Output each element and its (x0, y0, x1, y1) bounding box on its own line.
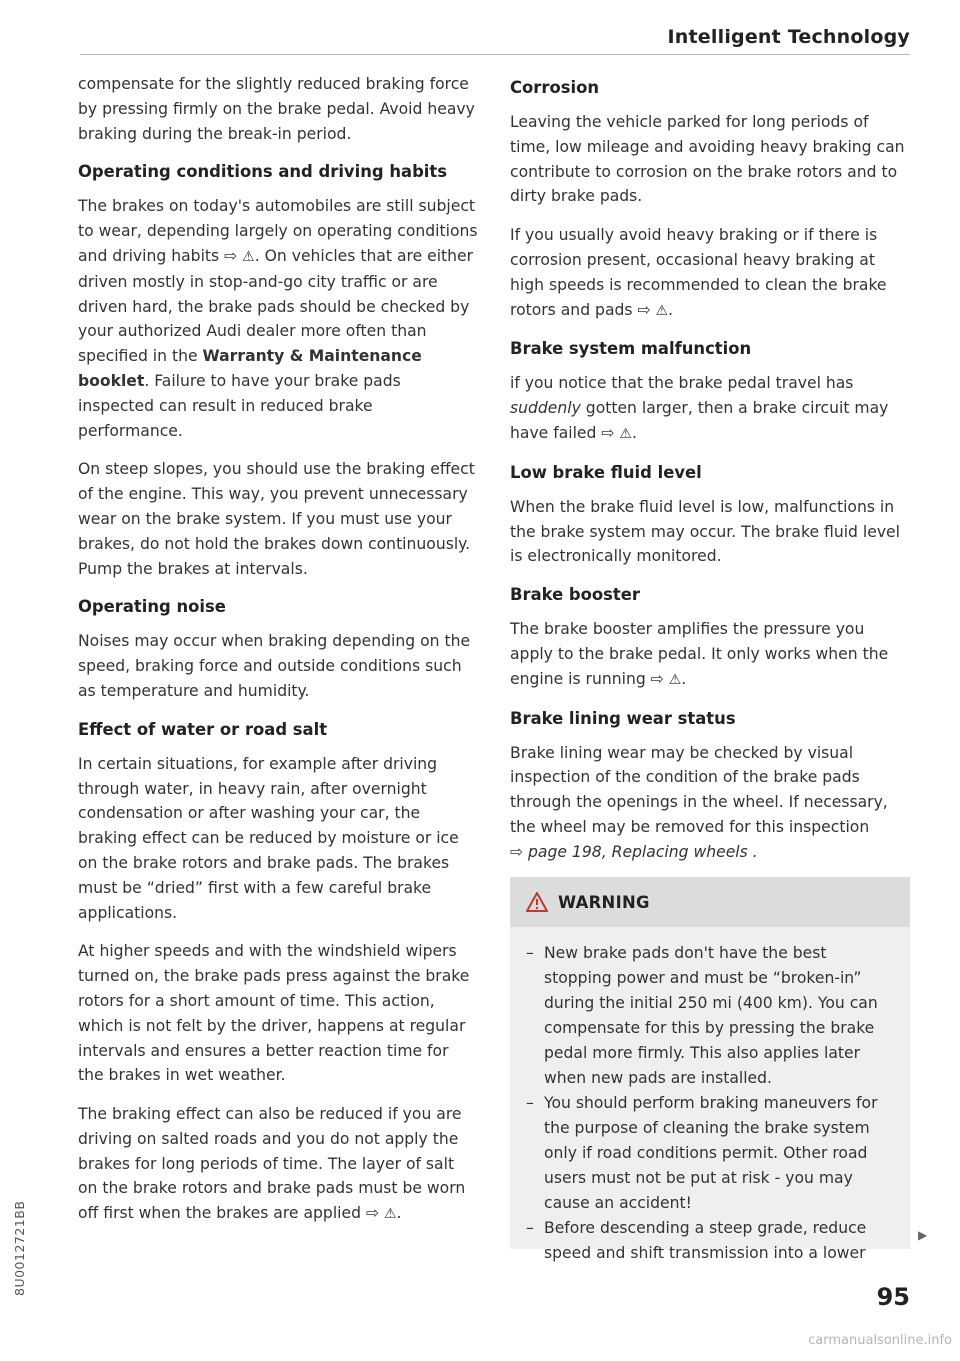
paragraph: When the brake fluid level is low, malfunctions in the brake system may occur. The brake fluid level is electronically monitored. (510, 497, 900, 566)
paragraph (78, 1102, 478, 1227)
paragraph (510, 741, 910, 865)
paragraph: On steep slopes, you should use the braking effect of the engine. This way, you prevent unnecessary wear on the brake system. If you must use your brakes, do not hold the brakes down continuously. Pump the brakes at intervals. (78, 460, 475, 578)
paragraph (510, 371, 910, 446)
paragraph: Noises may occur when braking depending on the speed, braking force and outside conditions such as temperature and humidity. (78, 632, 471, 700)
warning-item: – You should perform braking maneuvers for the purpose of cleaning the brake system only if road conditions permit. Other road users must not be put at risk - you may cause an accident! (526, 1091, 888, 1216)
header-divider (80, 54, 910, 55)
warranty-booklet-reference: Warranty & Maintenance booklet (78, 347, 422, 390)
right-column (510, 72, 910, 879)
text-run: . (396, 1204, 402, 1223)
warning-list (510, 927, 910, 1266)
section-heading-operating-conditions: Operating conditions and driving habits (78, 162, 448, 182)
page-number: 95 (876, 1283, 910, 1311)
warning-triangle-icon[interactable]: ⚠ (619, 425, 632, 442)
paragraph (510, 223, 910, 323)
continue-arrow-icon: ▶ (918, 1228, 928, 1242)
text-run: . On vehicles that are either driven mostly in stop-and-go city traffic or are driven hard, the brake pads should be checked by your authorized Audi dealer more often than specified in the (78, 246, 474, 366)
paragraph (510, 617, 910, 692)
warning-box (510, 877, 910, 1262)
warning-triangle-icon[interactable]: ⚠ (655, 302, 669, 319)
warning-triangle-icon (526, 892, 548, 912)
warning-triangle-icon[interactable]: ⚠ (242, 248, 255, 265)
text-run: if you notice that the brake pedal travel has (510, 374, 854, 393)
paragraph: At higher speeds and with the windshield wipers turned on, the brake pads press against the brake rotors for a short amount of time. This action, which is not felt by the driver, happens at regular intervals and ensures a better reaction time for the brakes in wet weather. (78, 942, 470, 1085)
section-heading-water-salt: Effect of water or road salt (78, 719, 328, 739)
paragraph: compensate for the slightly reduced braking force by pressing firmly on the brake pedal. Avoid heavy braking during the break-in period. (78, 75, 475, 143)
text-run: . (681, 669, 687, 688)
warning-header (510, 877, 910, 927)
text-run: Brake lining wear may be checked by visual inspection of the condition of the brake pads through the openings in the wheel. If necessary, the wheel may be removed for this inspection (510, 743, 888, 836)
text-run: gotten larger, then a brake circuit may have failed ⇨ (510, 399, 889, 442)
watermark: carmanualsonline.info (808, 1333, 952, 1348)
paragraph: Leaving the vehicle parked for long periods of time, low mileage and avoiding heavy braking can contribute to corrosion on the brake rotors and to dirty brake pads. (510, 113, 905, 206)
page-header-title: Intelligent Technology (667, 26, 910, 48)
document-code: 8U0012721BB (12, 1200, 27, 1296)
section-heading-lining-wear: Brake lining wear status (510, 708, 736, 728)
section-heading-brake-booster: Brake booster (510, 585, 640, 605)
warning-item: – New brake pads don't have the best stopping power and must be “broken-in” during the initial 250 mi (400 km). You can compensate for this by pressing the brake pedal more firmly. This also applies later when new pads are installed. (526, 941, 888, 1091)
text-run: The brakes on today's automobiles are still subject to wear, depending largely on operating conditions and driving habits ⇨ (78, 197, 478, 265)
text-run: . Failure to have your brake pads inspected can result in reduced brake performance. (78, 371, 401, 440)
section-heading-corrosion: Corrosion (510, 78, 600, 97)
warning-triangle-icon[interactable]: ⚠ (383, 1206, 397, 1223)
emphasis-text: suddenly (510, 399, 581, 418)
section-heading-brake-malfunction: Brake system malfunction (510, 339, 752, 359)
page-reference-link[interactable]: ⇨ page 198, Replacing wheels . (510, 842, 758, 861)
section-heading-operating-noise: Operating noise (78, 597, 226, 617)
text-run: . (631, 423, 637, 442)
text-run: The brake booster amplifies the pressure you apply to the brake pedal. It only works when the engine is running ⇨ (510, 620, 889, 688)
section-heading-brake-fluid: Low brake fluid level (510, 462, 702, 482)
text-run: If you usually avoid heavy braking or if there is corrosion present, occasional heavy braking at high speeds is recommended to clean the brake rotors and pads ⇨ (510, 226, 887, 319)
paragraph: In certain situations, for example after driving through water, in heavy rain, after overnight condensation or after washing your car, the braking effect can be reduced by moisture or ice on the brake rotors and brake pads. The brakes must be “dried” first with a few careful brake applications. (78, 754, 459, 922)
warning-item: – Before descending a steep grade, reduce speed and shift transmission into a lower (526, 1216, 888, 1266)
left-column (78, 72, 478, 1241)
warning-title: WARNING (558, 892, 650, 912)
warning-triangle-icon[interactable]: ⚠ (668, 671, 682, 688)
paragraph (78, 194, 478, 443)
text-run: . (668, 300, 674, 319)
text-run: The braking effect can also be reduced if you are driving on salted roads and you do not apply the brakes for long periods of time. The layer of salt on the brake rotors and brake pads must be worn off first when the brakes are applied ⇨ (78, 1105, 466, 1223)
